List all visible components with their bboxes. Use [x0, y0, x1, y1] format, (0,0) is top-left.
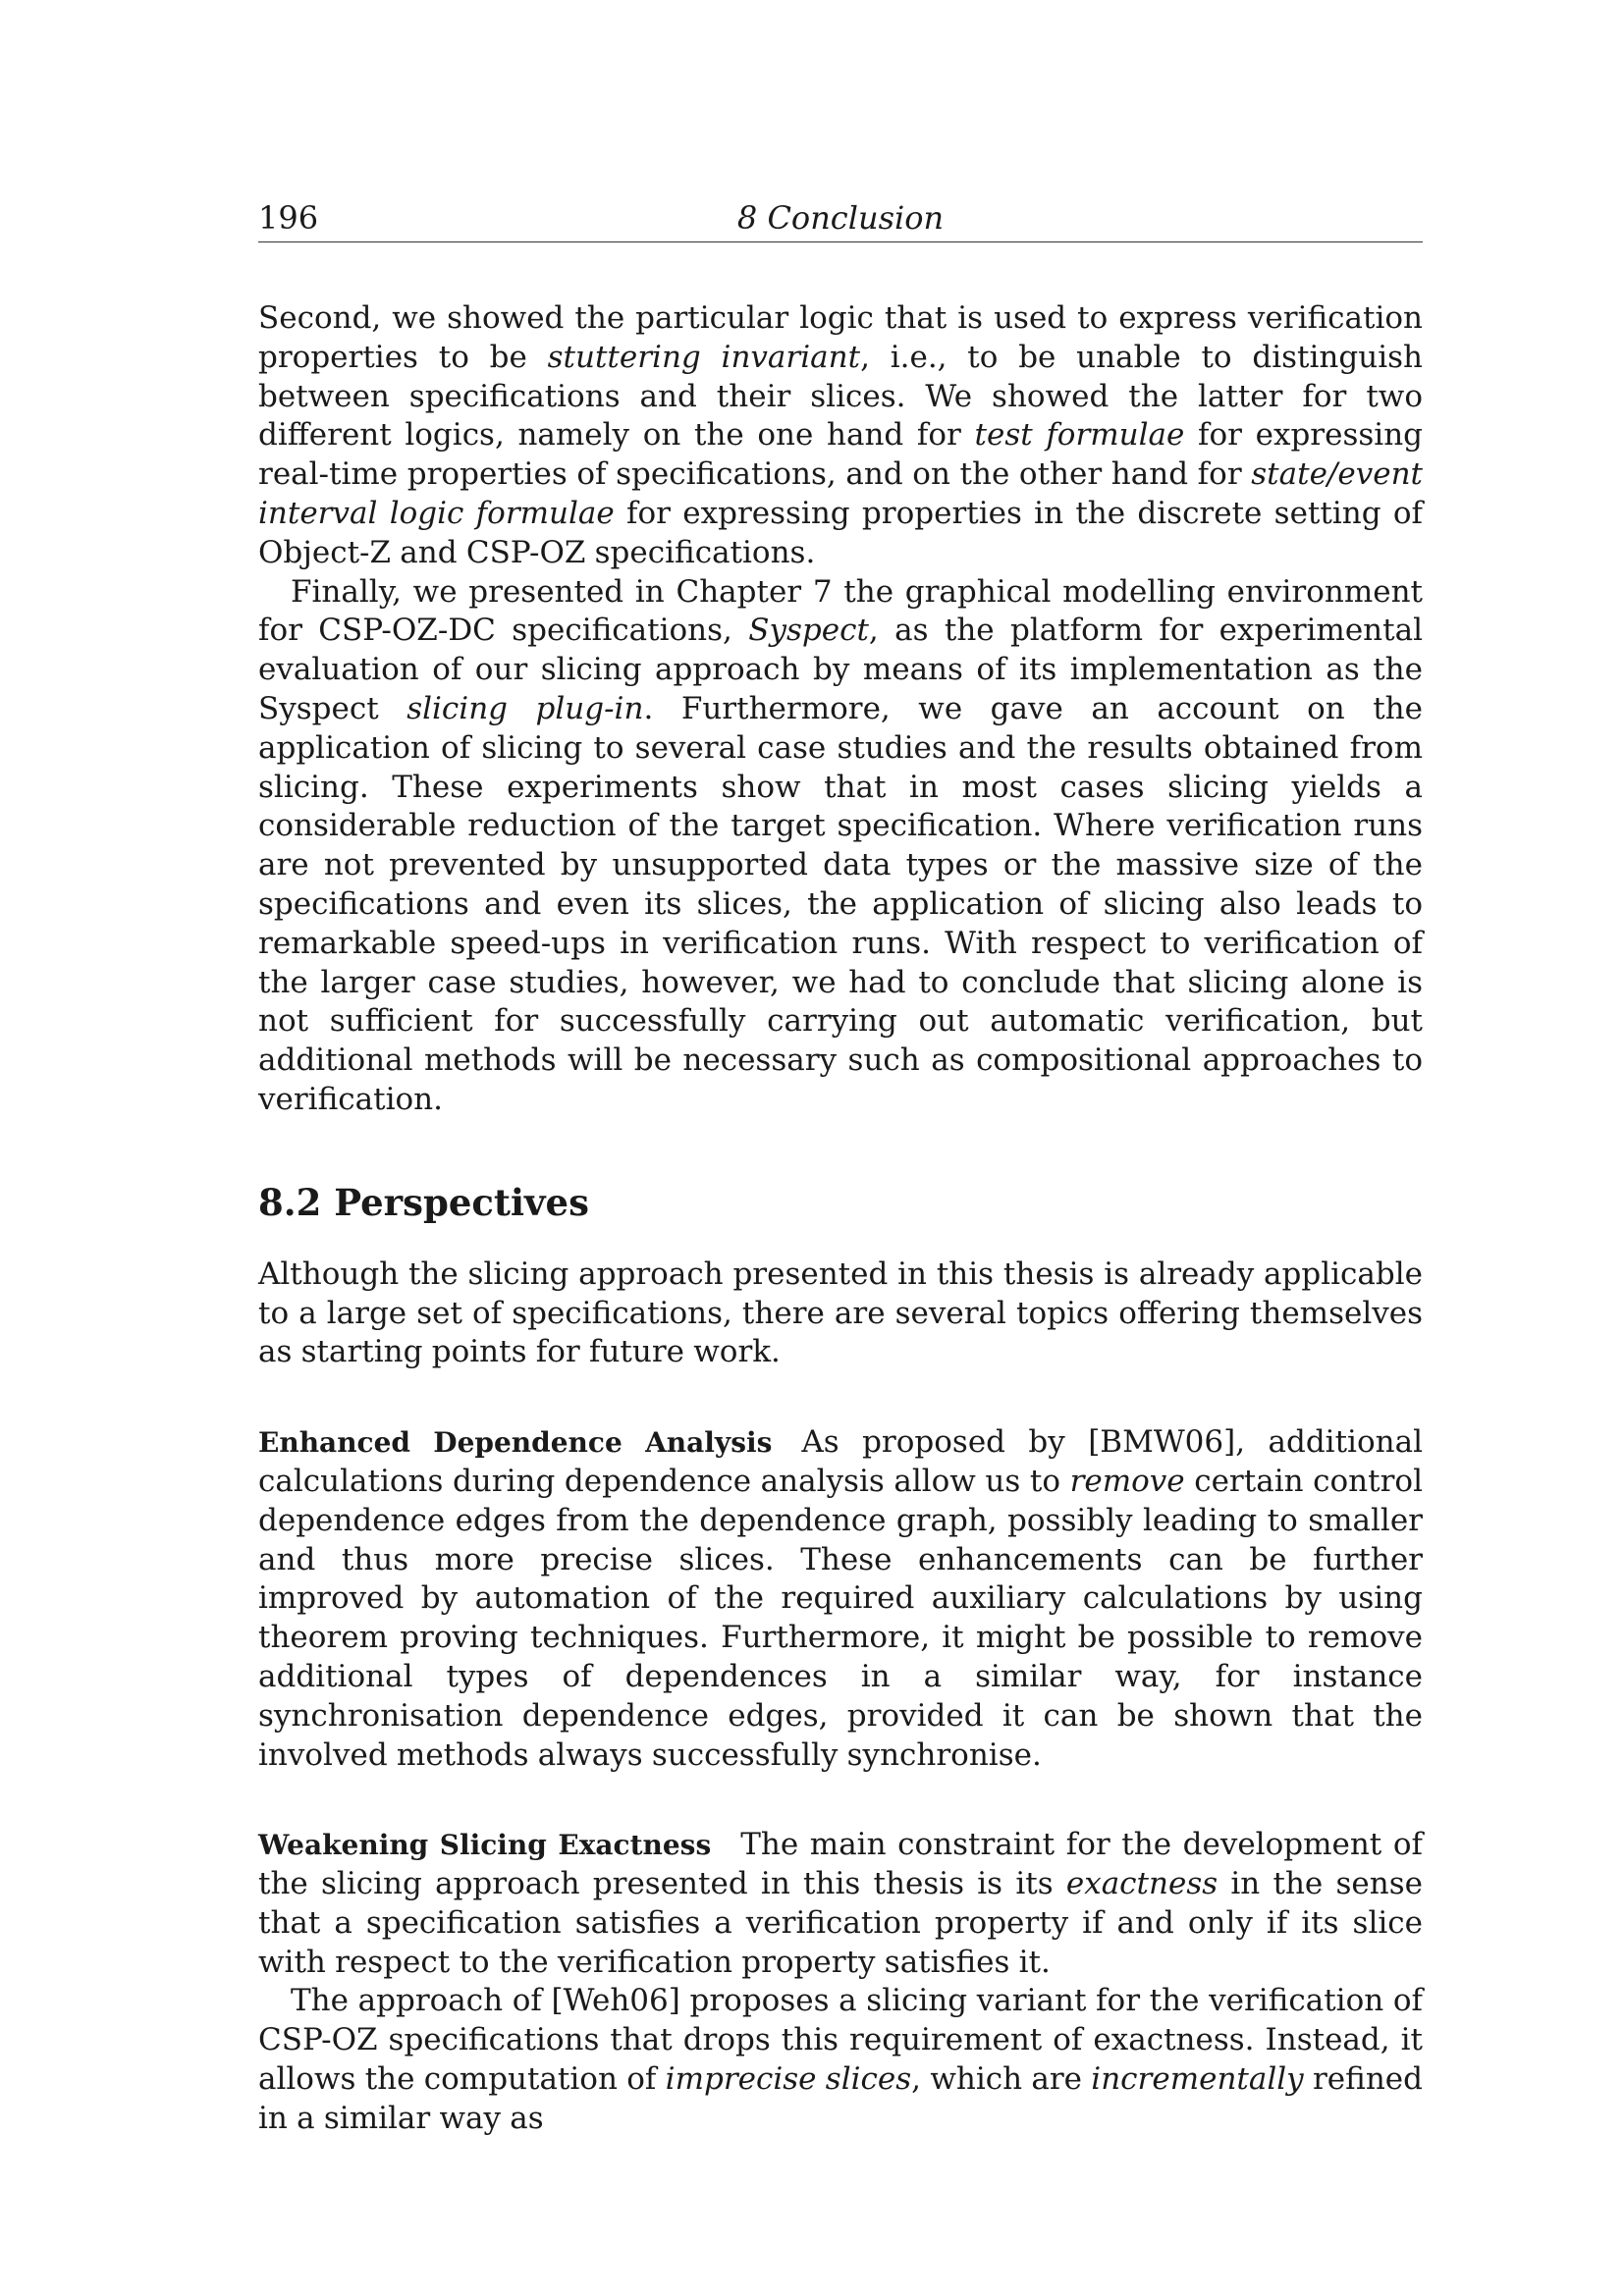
page-number: 196	[258, 199, 319, 237]
text-run: , as the platform for experimental evaluation of our slicing approach by means of its implementation as the Syspect	[258, 613, 1423, 726]
text-run: As proposed by [BMW06], additional calculations during dependence analysis allow us to	[258, 1424, 1423, 1499]
text-run: , i.e., to be unable to distinguish between specifications and their slices. We showed the latter for two different logics, namely on the one hand for	[258, 339, 1423, 454]
text-run: The approach of [Weh06] proposes a slicing variant for the verification of CSP-OZ specifications that drops this requirement of exactness. Instead, it allows the computation of	[258, 1983, 1423, 2098]
text-run: Finally, we presented in Chapter 7 the graphical modelling environment for CSP-OZ-DC specifications,	[258, 573, 1423, 649]
emphasis: slicing plug-in	[406, 690, 644, 726]
body-text	[258, 299, 1423, 2139]
emphasis: stuttering invariant	[547, 339, 861, 375]
text-run: Second, we showed the particular logic that is used to express verification properties to be	[258, 300, 1423, 375]
text-run: , which are	[911, 2061, 1092, 2098]
paragraph-weh06	[258, 1982, 1423, 2138]
text-run: in the sense that a specification satisfies a verification property if and only if its slice with respect to the verification property satisfies it.	[258, 1866, 1423, 1980]
text-run: . Furthermore, we gave an account on the application of slicing to several case studies and the results obtained from slicing. These experiments show that in most cases slicing yields a considerable reduction of the target specification. Where verification runs are not prevented by unsupported data types or the massive size of the specifications and even its slices, the application of slicing also leads to remarkable speed-ups in verification runs. With respect to verification of the larger case studies, however, we had to conclude that slicing alone is not sufficient for successfully carrying out automatic verification, but additional methods will be necessary such as compositional approaches to verification.	[258, 690, 1423, 1117]
running-header	[258, 194, 1423, 242]
emphasis: Syspect	[748, 613, 869, 649]
paragraph-heading: Enhanced Dependence Analysis	[258, 1426, 773, 1460]
emphasis: state/event interval logic formulae	[258, 456, 1423, 531]
paragraph-summary-logic	[258, 299, 1423, 573]
paragraph-weakening-exactness	[258, 1826, 1423, 1982]
emphasis: exactness	[1065, 1866, 1218, 1902]
text-run: certain control dependence edges from the dependence graph, possibly leading to smaller and thus more precise slices. These enhancements can be further improved by automation of the required auxiliary calculations by using theorem proving techniques. Furthermore, it might be possible to remove additional types of dependences in a similar way, for instance synchronisation dependence edges, provided it can be shown that the involved methods always successfully synchronise.	[258, 1463, 1423, 1773]
spacer	[258, 1775, 1423, 1826]
emphasis: imprecise slices	[665, 2061, 912, 2098]
paragraph-heading: Weakening Slicing Exactness	[258, 1829, 712, 1862]
text-run: refined in a similar way as	[258, 2061, 1423, 2136]
paragraph-summary-syspect	[258, 573, 1423, 1120]
emphasis: remove	[1069, 1463, 1185, 1499]
text-run: for expressing real-time properties of specifications, and on the other hand for	[258, 417, 1424, 493]
section-heading: 8.2 Perspectives	[258, 1180, 589, 1224]
emphasis: incrementally	[1091, 2061, 1304, 2098]
spacer	[258, 1372, 1423, 1423]
chapter-title: 8 Conclusion	[736, 199, 945, 237]
emphasis: test formulae	[974, 417, 1185, 454]
page	[258, 194, 1423, 2139]
paragraph-perspectives-intro: Although the slicing approach presented in this thesis is already applicable to a large set of specifications, there are several topics offering themselves as starting points for future work.	[258, 1255, 1423, 1370]
text-run: for expressing properties in the discrete setting of Object-Z and CSP-OZ specifications.	[258, 495, 1423, 570]
text-run: The main constraint for the development of the slicing approach presented in this thesis is its	[258, 1827, 1423, 1902]
paragraph-enhanced-dependence	[258, 1423, 1423, 1775]
